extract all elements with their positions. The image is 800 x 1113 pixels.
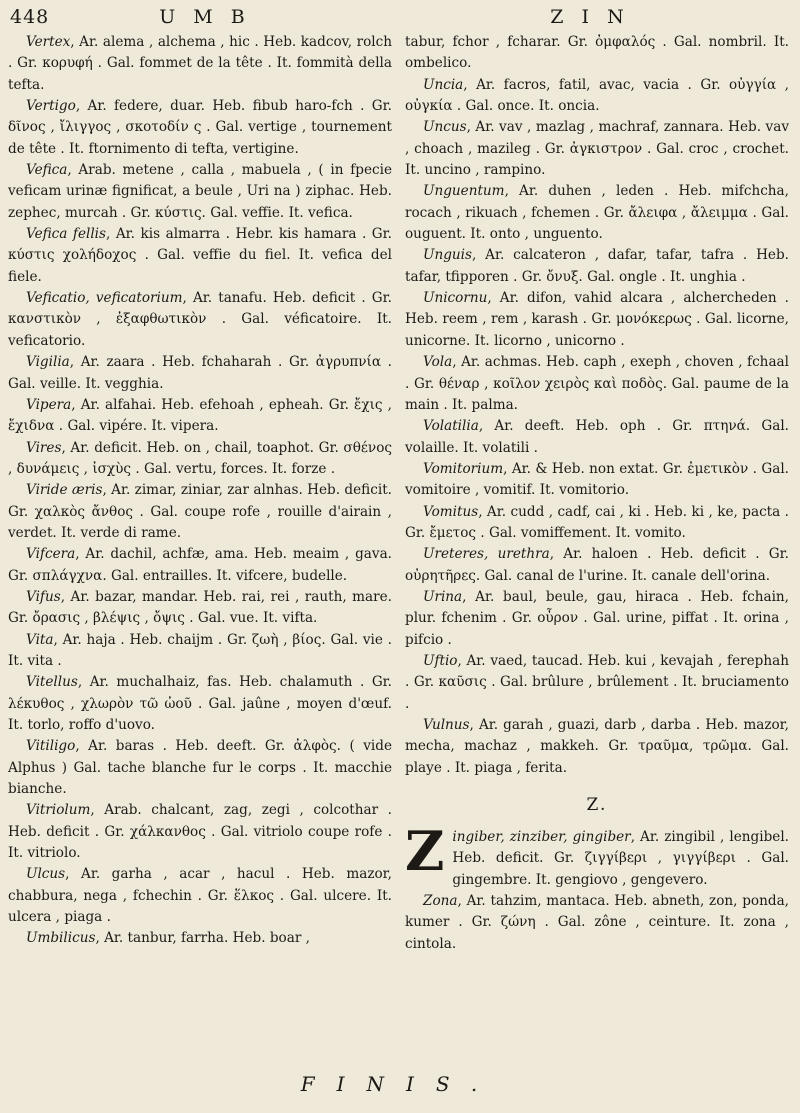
dictionary-entry	[8, 864, 392, 928]
dictionary-entry	[405, 288, 789, 352]
entry-headword: Vires	[26, 439, 62, 456]
dictionary-entry	[405, 891, 789, 955]
entry-headword: Vifus	[26, 588, 61, 605]
letter-section-heading: Z.	[586, 795, 608, 816]
entry-headword: Ulcus	[26, 866, 66, 883]
right-column-entries	[405, 32, 789, 779]
entry-definition: , Ar. haloen . Heb. deficit . Gr. οὐρητῆρες. Gal. canal de l'urine. It. canale dell'orina.	[405, 546, 789, 584]
dictionary-entry	[8, 672, 392, 736]
dictionary-entry	[405, 651, 789, 715]
dictionary-entry	[8, 736, 392, 800]
entry-definition: , Ar. alfahai. Heb. efehoah , epheah. Gr. ἔχις , ἔχιδνα . Gal. vipére. It. vipera.	[8, 396, 392, 435]
entry-definition: , Ar. achmas. Heb. caph , exeph , choven , fchaal . Gr. θέναρ , κοῖλον χειρὸς καὶ ποδὸς. Gal. paume de la main . It. palma.	[405, 354, 789, 413]
page-header	[0, 0, 800, 32]
entry-headword: Vifcera	[26, 546, 76, 563]
dictionary-entry	[405, 502, 789, 545]
running-head-right: Z I N	[550, 6, 630, 28]
entry-definition: , Ar. vav , mazlag , machraf, zannara. Heb. vav , choach , mazileg . Gr. ἀγκιστρον . Gal. croc , crochet. It. uncino , rampino.	[405, 119, 789, 179]
entry-headword: Uftio	[423, 652, 458, 669]
dictionary-entry	[8, 395, 392, 438]
dictionary-entry	[8, 800, 392, 864]
entry-headword: Vitellus	[26, 674, 78, 691]
dictionary-entry	[8, 544, 392, 587]
dictionary-entry	[405, 416, 789, 459]
entry-definition: , Ar. tahzim, mantaca. Heb. abneth, zon, ponda, kumer . Gr. ζώνη . Gal. zône , ceinture. It. zona , cintola.	[405, 893, 789, 952]
entry-headword: Vita	[26, 631, 54, 648]
entry-headword: Unguis	[423, 247, 472, 264]
dictionary-entry	[405, 32, 789, 75]
z-section	[405, 819, 789, 955]
entry-headword: Zona	[423, 893, 458, 910]
entry-headword: Vefica	[26, 162, 68, 179]
entry-headword: Vertigo	[26, 98, 76, 115]
entry-definition: , Ar. zingibil , lengibel. Heb. deficit. Gr. ζιγγίβερι , γιγγίβερι . Gal. gingembre. It. gengiovo , gengevero.	[452, 829, 789, 888]
entry-definition: , Ar. duhen , leden . Heb. mifchcha, rocach , rikuach , fchemen . Gr. ἄλειφα , ἄλειμμα . Gal. ouguent. It. onto , unguento.	[405, 183, 789, 243]
dictionary-entry	[8, 352, 392, 395]
dictionary-entry	[8, 224, 392, 288]
entry-definition: , Ar. deficit. Heb. on , chail, toaphot. Gr. σθένος , δυνάμεις , ἰσχὺς . Gal. vertu, forces. It. forze .	[8, 439, 392, 477]
entry-definition: , Ar. facros, fatil, avac, vacia . Gr. οὐγγία , οὐγκία . Gal. once. It. oncia.	[405, 76, 789, 115]
entry-headword: Vertex	[26, 34, 71, 50]
entry-headword: Vefica fellis	[26, 226, 107, 243]
dictionary-entry	[405, 587, 789, 651]
entry-definition: , Ar. garha , acar , hacul . Heb. mazor, chabbura, nega , fchechin . Gr. ἕλκος . Gal. ulcere. It. ulcera , piaga .	[8, 866, 392, 926]
entry-definition: , Ar. garah , guazi, darb , darba . Heb. mazor, mecha, machaz , makkeh. Gr. τραῦμα, τρῶμα. Gal. playe . It. piaga , ferita.	[405, 717, 789, 776]
entry-headword: Umbilicus	[26, 930, 96, 947]
entry-definition: , Ar. federe, duar. Heb. fibub haro-fch . Gr. δῖνος , ἴλιγγος , σκοτοδίν ς . Gal. vertige , tournement de tête . It. ftornimento di tefta, vertigine.	[8, 98, 392, 157]
entry-headword: Uncia	[423, 76, 464, 93]
dictionary-entry	[405, 544, 789, 587]
dictionary-entry	[405, 181, 789, 245]
dictionary-entry	[8, 438, 392, 481]
entry-headword: ingiber, zinziber, gingiber	[452, 829, 631, 846]
dictionary-entry	[405, 117, 789, 181]
entry-definition: , Arab. metene , calla , mabuela , ( in fpecie veficam urinæ fignificat, a beule , Uri na ) ziphac. Heb. zephec, murcah . Gr. κύστις. Gal. veffie. It. vefica.	[8, 162, 392, 221]
finis-footer: FINIS.	[300, 1072, 500, 1096]
page-number: 448	[10, 6, 50, 28]
entry-definition: , Arab. chalcant, zag, zegi , colcothar . Heb. deficit . Gr. χάλκανθος . Gal. vitriolo coupe rofe . It. vitriolo.	[8, 802, 392, 862]
entry-headword: Vipera	[26, 396, 72, 413]
entry-headword: Vigilia	[26, 354, 70, 371]
z-section-entries	[405, 819, 789, 955]
entry-definition: , Ar. muchalhaiz, fas. Heb. chalamuth . Gr. λέκυθος , χλωρὸν τῶ ὠοῦ . Gal. jaûne , moyen d'œuf. It. torlo, roffo d'uovo.	[8, 674, 392, 733]
entry-definition: , Ar. deeft. Heb. oph . Gr. πτηνά. Gal. volaille. It. volatili .	[405, 418, 789, 456]
entry-definition: , Ar. baul, beule, gau, hiraca . Heb. fchain, plur. fchenim . Gr. οὖρον . Gal. urine, piffat . It. orina , pifcio .	[405, 588, 789, 648]
entry-headword: Vola	[423, 354, 453, 371]
dictionary-entry	[405, 459, 789, 502]
entry-headword: Unicornu	[423, 290, 488, 307]
entry-definition: , Ar. cudd , cadf, cai , ki . Heb. ki , ke, pacta . Gr. ἔμετος . Gal. vomiffement. It. vomito.	[405, 503, 789, 541]
left-column	[8, 32, 392, 950]
entry-definition: , Ar. haja . Heb. chaijm . Gr. ζωὴ , βίος. Gal. vie . It. vita .	[8, 631, 392, 669]
entry-definition: , Ar. kis almarra . Hebr. kis hamara . Gr. κύστις χολήδοχος . Gal. veffie du fiel. It. vefica del fiele.	[8, 226, 392, 285]
entry-definition: , Ar. tanbur, farrha. Heb. boar ,	[95, 930, 310, 947]
entry-definition: , Ar. zimar, ziniar, zar alnhas. Heb. deficit. Gr. χαλκὸς ἄνθος . Gal. coupe rofe , rouille d'airain , verdet. It. verde di rame.	[8, 482, 392, 541]
dictionary-entry	[405, 75, 789, 118]
dictionary-entry	[8, 630, 392, 673]
entry-headword: Volatilia	[423, 418, 479, 435]
right-column	[405, 32, 789, 955]
dictionary-entry	[8, 288, 392, 352]
dictionary-entry	[8, 587, 392, 630]
dictionary-entry	[405, 352, 789, 416]
entry-definition: , Ar. difon, vahid alcara , alchercheden . Heb. reem , rem , karash . Gr. μονόκερως . Gal. licorne, unicorne. It. licorno , unicorno .	[405, 290, 789, 349]
entry-headword: Vomitorium	[423, 460, 504, 477]
dictionary-entry	[8, 480, 392, 544]
entry-definition: , Ar. vaed, taucad. Heb. kui , kevajah , ferephah . Gr. καῦσις . Gal. brûlure , brûlement . It. bruciamento .	[405, 652, 789, 712]
dictionary-entry	[405, 819, 789, 891]
entry-headword: Ureteres, urethra	[423, 546, 550, 563]
entry-definition: , Ar. baras . Heb. deeft. Gr. ἀλφὸς. ( vide Alphus ) Gal. tache blanche fur le corps . It. macchie bianche.	[8, 738, 392, 798]
dictionary-entry	[405, 715, 789, 779]
entry-headword: Uncus	[423, 119, 467, 136]
entry-headword: Vitriolum	[26, 802, 91, 819]
entry-definition: , Ar. zaara . Heb. fchaharah . Gr. ἀγρυπνία . Gal. veille. It. vegghia.	[8, 354, 392, 392]
entry-headword: Viride æris	[26, 482, 103, 499]
dictionary-entry	[8, 32, 392, 96]
entry-headword: Vomitus	[423, 503, 479, 520]
drop-cap-initial: Z	[405, 819, 445, 884]
entry-definition: , Ar. & Heb. non extat. Gr. ἐμετικὸν . Gal. vomitoire , vomitif. It. vomitorio.	[405, 460, 789, 499]
dictionary-entry	[8, 96, 392, 160]
dictionary-entry	[405, 245, 789, 288]
entry-headword: Veficatio, veficatorium	[26, 290, 183, 307]
entry-definition: , Ar. calcateron , dafar, tafar, tafra . Heb. tafar, tfipporen . Gr. ὄνυξ. Gal. ongle . It. unghia .	[405, 247, 789, 285]
entry-headword: Vitiligo	[26, 738, 76, 755]
entry-definition: , Ar. alema , alchema , hic . Heb. kadcov, rolch . Gr. κορυφή . Gal. fommet de la tête . It. fommità della tefta.	[8, 34, 392, 93]
dictionary-entry	[8, 928, 392, 949]
entry-headword: Urina	[423, 588, 463, 605]
entry-definition: tabur, fchor , fcharar. Gr. ὀμφαλός . Gal. nombril. It. ombelico.	[405, 34, 789, 72]
running-head-left: U M B	[159, 6, 251, 28]
dictionary-entry	[8, 160, 392, 224]
entry-headword: Unguentum	[423, 183, 505, 200]
entry-definition: , Ar. tanafu. Heb. deficit . Gr. κανστικὸν , ἐξαφθωτικὸν . Gal. véficatoire. It. veficatorio.	[8, 290, 392, 349]
entry-headword: Vulnus	[423, 717, 470, 733]
entry-definition: , Ar. dachil, achfæ, ama. Heb. meaim , gava. Gr. σπλάγχνα. Gal. entrailles. It. vifcere, budelle.	[8, 546, 392, 584]
entry-definition: , Ar. bazar, mandar. Heb. rai, rei , rauth, mare. Gr. ὄρασις , βλέψις , ὄψις . Gal. vue. It. vifta.	[8, 588, 392, 627]
